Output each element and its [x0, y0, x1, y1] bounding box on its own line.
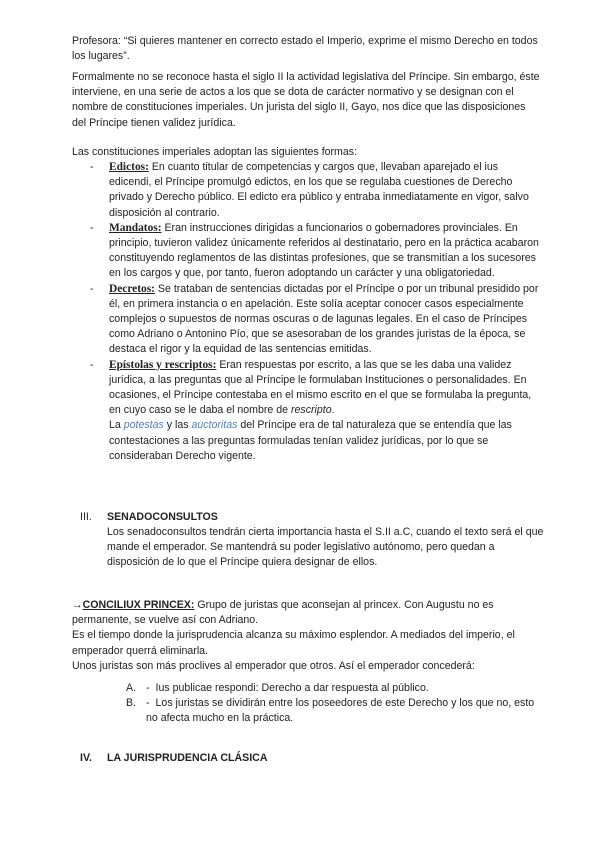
list-dash: -	[90, 161, 94, 173]
form-item-decretos	[90, 282, 542, 358]
potestas-term: potestas	[123, 419, 164, 432]
princex-text: Grupo de juristas que aconsejan al princex. Con Augustu no es permanente, se vuelve así con Adriano.	[72, 599, 494, 627]
conciliux-princex-block	[72, 598, 542, 674]
form-text: Se trataban de sentencias dictadas por el Príncipe o por un tribunal presidido por él, en primera instancia o en apelación. Este solía aceptar conocer casos especialmente complejos o supuestos de normas oscuras o de lagunas legales. En el caso de Príncipes como Adriano o Antonino Pío, que se asesoraban de los grandes juristas de la época, se destaca el rigor y la equidad de las sentencias emitidas.	[109, 282, 539, 356]
forms-lead: Las constituciones imperiales adoptan las siguientes formas:	[72, 146, 358, 158]
potestas-tail: del Príncipe era de tal naturaleza que se entendía que las contestaciones a las preguntas formuladas tenían validez jurídicas, por lo que se consideraban Derecho vigente.	[109, 419, 512, 462]
auctoritas-term: auctoritas	[191, 419, 238, 432]
item-dash: -	[146, 682, 150, 694]
constitution-forms-list	[90, 160, 542, 464]
princex-line-1	[72, 598, 542, 628]
form-item-epistolas	[90, 358, 542, 464]
form-text: Eran respuestas por escrito, a las que se les daba una validez jurídica, a las preguntas que al Príncipe le formulaban Instituciones o personalidades. En ocasiones, el Príncipe contestaba en el mismo escrito en el que se formulaba la pregunta, en cuyo caso se le daba el nombre de	[109, 358, 532, 417]
princex-line-3: Unos juristas son más proclives al emperador que otros. Así el emperador concederá:	[72, 659, 475, 672]
form-text: Eran instrucciones dirigidas a funcionarios o gobernadores provinciales. En principio, tuvieron validez únicamente referidos al destinatario, pero en la práctica acabaron constituyendo reglamentos de las distintas profesiones, que se transmitían a los sucesores en los cargos y que, por tanto, fueron adoptando un carácter y una obligatoriedad.	[109, 221, 539, 280]
princex-line-2: Es el tiempo donde la jurisprudencia alcanza su máximo esplendor. A mediados del imperio, el emperador querrá eliminarla.	[72, 629, 515, 657]
princex-label: CONCILIUX PRINCEX:	[82, 599, 195, 611]
list-dash: -	[90, 221, 94, 234]
potestas-mid: y las	[163, 419, 192, 432]
list-dash: -	[90, 358, 94, 371]
item-letter: B.	[126, 697, 137, 710]
intro-paragraph: Formalmente no se reconoce hasta el siglo II la actividad legislativa del Príncipe. Sin embargo, éste interviene, en una serie de actos a los que se dota de carácter normativo y se designan con el nombre de constituciones imperiales. Un jurista del siglo II, Gayo, nos dice que las disposiciones del Príncipe tienen validez jurídica.	[72, 71, 540, 129]
item-text: Ius publicae respondi: Derecho a dar respuesta al público.	[155, 682, 429, 694]
section-heading: LA JURISPRUDENCIA CLÁSICA	[107, 752, 268, 764]
teacher-quote: Profesora: “Si quieres mantener en correcto estado el Imperio, exprime el mismo Derecho en todos los lugares”.	[72, 35, 538, 63]
form-text: En cuanto titular de competencias y cargos que, llevaban aparejado el ius edicendi, el Príncipe promulgó edictos, en los que se regulaba cuestiones de Derecho privado y Derecho público. El edicto era público y entraba inmediatamente en vigor, salvo disposición al contrario.	[109, 161, 529, 219]
section-number: III.	[80, 511, 92, 523]
potestas-lead: La	[109, 419, 124, 432]
concessions-list	[126, 681, 546, 727]
term-decretos: Decretos:	[109, 282, 155, 295]
section-number: IV.	[80, 752, 92, 764]
form-item-edictos	[90, 160, 542, 221]
concession-item	[126, 681, 546, 696]
arrow-icon: →	[72, 599, 83, 611]
term-epistolas: Epístolas y rescriptos:	[109, 358, 217, 371]
term-edictos: Edictos:	[109, 161, 149, 173]
section-heading: SENADOCONSULTOS	[107, 511, 218, 523]
form-item-mandatos	[90, 221, 542, 282]
item-dash: -	[146, 697, 150, 710]
concession-item	[126, 696, 546, 726]
term-mandatos: Mandatos:	[109, 221, 162, 234]
form-text-end: .	[331, 404, 335, 417]
item-letter: A.	[126, 682, 137, 694]
rescripto-term: rescripto	[290, 404, 332, 417]
list-dash: -	[90, 282, 94, 295]
section-body: Los senadoconsultos tendrán cierta importancia hasta el S.II a.C, cuando el texto será el que mande el emperador. Se mantendrá su poder legislativo autónomo, pero quedan a disposición de lo que el Príncipe quiera designar de ellos.	[107, 526, 544, 569]
item-text: Los juristas se dividirán entre los poseedores de este Derecho y los que no, esto no afecta mucho en la práctica.	[146, 697, 535, 725]
